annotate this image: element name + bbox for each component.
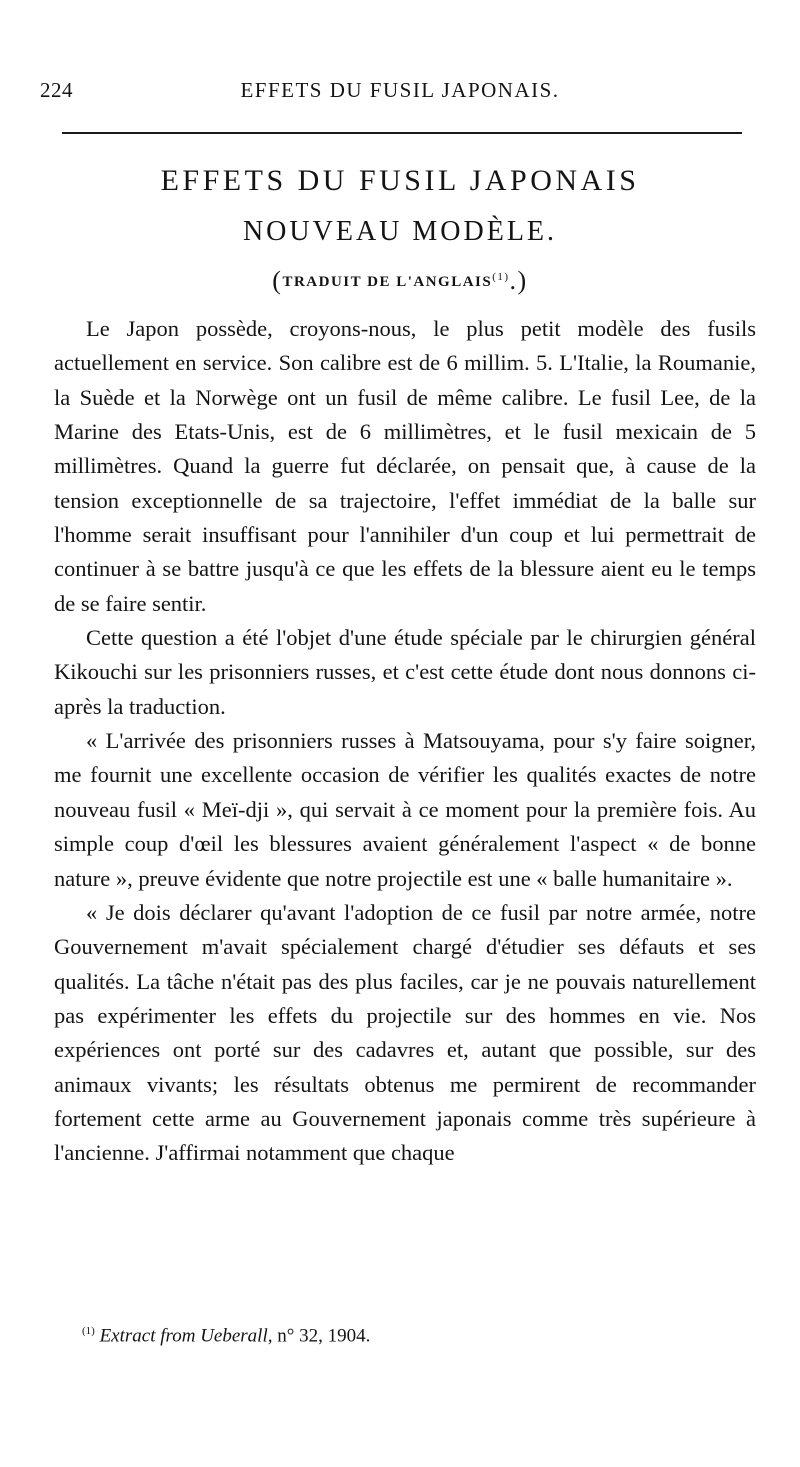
header-rule (62, 132, 742, 134)
footnote-issue: n° 32, 1904. (277, 1325, 371, 1347)
article-subtitle (0, 262, 800, 297)
running-title: EFFETS DU FUSIL JAPONAIS. (240, 78, 560, 102)
footnote-reference: (1) (492, 271, 510, 283)
paragraph-4: « Je dois déclarer qu'avant l'adoption de ce fusil par notre armée, notre Gouvernement m'avait spécialement chargé d'étudier ses défauts et ses qualités. La tâche n'était pas des plus faciles, car je ne pouvais naturellement pas expérimenter les effets du projectile sur des hommes en vie. Nos expériences ont porté sur des cadavres et, autant que possible, sur des animaux vivants; les résultats obtenus me permirent de recommander fortement cette arme au Gouvernement japonais comme très supérieure à l'ancienne. J'affirmai notamment que chaque (54, 899, 756, 1166)
paragraph-1: Le Japon possède, croyons-nous, le plus petit modèle des fusils actuellement en service. Son calibre est de 6 millim. 5. L'Italie, la Roumanie, la Suède et la Norwège ont un fusil de même calibre. Le fusil Lee, de la Marine des Etats-Unis, est de 6 millimètres, et le fusil mexicain de 5 millimètres. Quand la guerre fut déclarée, on pensait que, à cause de la tension exceptionnelle de sa trajectoire, l'effet immédiat de la balle sur l'homme serait insuffisant pour l'annihiler d'un coup et lui permettrait de continuer à se battre jusqu'à ce que les effets de la blessure aient eu le temps de se faire sentir. (54, 316, 756, 616)
body-text (54, 312, 756, 1171)
subtitle-close-paren: .) (509, 266, 528, 295)
paragraph-2: Cette question a été l'objet d'une étude spéciale par le chirurgien général Kikouchi sur les prisonniers russes, et c'est cette étude dont nous donnons ci-après la traduction. (54, 625, 756, 719)
running-head (40, 78, 760, 108)
footnote (82, 1318, 732, 1349)
article-title: EFFETS DU FUSIL JAPONAIS (160, 164, 640, 197)
footnote-mark: (1) (82, 1325, 95, 1337)
paragraph-3: « L'arrivée des prisonniers russes à Matsouyama, pour s'y faire soigner, me fournit une excellente occasion de vérifier les qualités exactes de notre nouveau fusil « Meï-dji », qui servait à ce moment pour la première fois. Au simple coup d'œil les blessures avaient généralement l'aspect « de bonne nature », preuve évidente que notre projectile est une « balle humanitaire ». (54, 728, 756, 891)
subtitle-text: TRADUIT DE L'ANGLAIS (282, 274, 493, 290)
article-title-second-line: NOUVEAU MODÈLE. (242, 216, 558, 247)
footnote-source: Extract from Ueberall, (99, 1325, 273, 1347)
subtitle-open-paren: ( (272, 266, 283, 295)
page-number: 224 (40, 78, 73, 102)
